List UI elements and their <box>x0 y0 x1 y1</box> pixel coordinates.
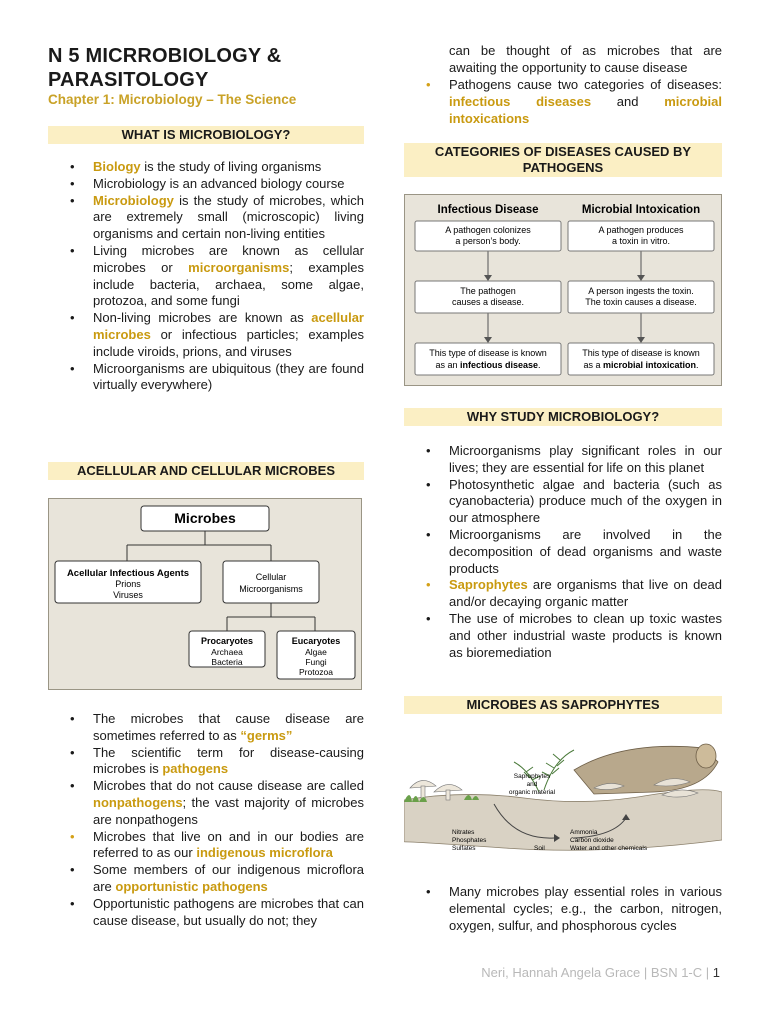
nutrient-label: Sulfates <box>452 845 476 852</box>
flow-box-text: causes a disease. <box>451 297 525 307</box>
footer-author: Neri, Hannah Angela Grace | BSN 1-C | <box>481 965 713 980</box>
list-item: • The scientific term for disease-causing microbes is pathogens <box>48 745 364 779</box>
flow-box-text: This type of disease is known <box>429 348 547 358</box>
saprophyte-list <box>404 884 722 934</box>
list-item: • Saprophytes are organisms that live on dead and/or decaying organic matter <box>404 577 722 611</box>
microbial-intoxication-title: Microbial Intoxication <box>581 204 701 216</box>
section-heading-categories <box>404 143 722 177</box>
flow-box-text: a toxin in vitro. <box>611 236 671 246</box>
list-item: • Pathogens cause two categories of diseases: infectious diseases and microbial intoxications <box>404 77 722 127</box>
list-item: • Microbes that live on and in our bodies are referred to as our indigenous microflora <box>48 829 364 863</box>
list-item: • Living microbes are known as cellular microbes or microorganisms; examples include bacteria, archaea, some algae, protozoa, and some fungi <box>48 243 364 310</box>
cellular-title-2: Microorganisms <box>239 584 303 594</box>
disease-categories-figure <box>404 194 722 386</box>
eucaryotes-item: Protozoa <box>298 667 334 677</box>
soil-label: Soil <box>534 845 545 852</box>
nutrient-label: Nitrates <box>452 829 475 836</box>
sapro-label: organic material <box>508 789 556 796</box>
section-heading-acellular: ACELLULAR AND CELLULAR MICROBES <box>48 462 364 480</box>
acellular-title: Acellular Infectious Agents <box>66 568 190 579</box>
flow-box-text: The toxin causes a disease. <box>585 297 697 307</box>
eucaryotes-title: Eucaryotes <box>291 636 341 646</box>
list-item: • Microbiology is the study of microbes, which are extremely small (microscopic) living organisms and certain non-living entities <box>48 193 364 243</box>
why-study-list <box>404 443 722 661</box>
list-item: • Many microbes play essential roles in various elemental cycles; e.g., the carbon, nitrogen, oxygen, sulfur, and phosphorous cycles <box>404 884 722 934</box>
disease-flow-diagram <box>405 195 721 385</box>
section-heading-saprophytes: MICROBES AS SAPROPHYTES <box>404 696 722 714</box>
list-item: • Microorganisms are ubiquitous (they are found virtually everywhere) <box>48 361 364 395</box>
section-heading-what-is: WHAT IS MICROBIOLOGY? <box>48 126 364 144</box>
chapter-subtitle: Chapter 1: Microbiology – The Science <box>48 92 297 107</box>
procaryotes-title: Procaryotes <box>200 636 254 646</box>
list-item: • Some members of our indigenous microflora are opportunistic pathogens <box>48 862 364 896</box>
cellular-title: Cellular <box>255 572 287 582</box>
list-item: • Non-living microbes are known as acellular microbes or infectious particles; examples include viroids, prions, and viruses <box>48 310 364 360</box>
microbes-classification-figure <box>48 498 362 690</box>
acellular-item: Viruses <box>113 590 143 600</box>
procaryotes-item: Bacteria <box>211 657 243 667</box>
list-item: • Microbiology is an advanced biology course <box>48 176 364 193</box>
flow-box-text: The pathogen <box>460 286 516 296</box>
sapro-label: and <box>526 781 538 788</box>
infectious-disease-title: Infectious Disease <box>437 204 539 216</box>
pathogen-list <box>48 711 364 929</box>
page-number: 1 <box>712 965 720 980</box>
section-heading-why-study: WHY STUDY MICROBIOLOGY? <box>404 408 722 426</box>
procaryotes-item: Archaea <box>211 647 243 657</box>
nutrient-label: Phosphates <box>452 837 487 844</box>
microbes-tree-diagram <box>49 499 361 689</box>
what-is-list <box>48 159 364 394</box>
product-label: Ammonia <box>570 829 598 836</box>
saprophytes-illustration <box>404 730 722 868</box>
pathogen-categories-list <box>404 77 722 127</box>
decomposition-scene <box>404 730 722 868</box>
acellular-item: Prions <box>115 579 141 589</box>
list-item: • Opportunistic pathogens are microbes that can cause disease, but usually do not; they <box>48 896 364 930</box>
list-item: • The microbes that cause disease are sometimes referred to as “germs” <box>48 711 364 745</box>
product-label: Water and other chemicals <box>570 845 648 852</box>
continuation-text: can be thought of as microbes that are awaiting the opportunity to cause disease <box>449 43 722 75</box>
list-item: • Biology is the study of living organisms <box>48 159 364 176</box>
flow-box-text: a person’s body. <box>455 236 521 246</box>
flow-box-text: as a microbial intoxication. <box>583 360 699 370</box>
eucaryotes-item: Fungi <box>305 657 327 667</box>
heading-line: CATEGORIES OF DISEASES CAUSED BY <box>434 144 692 159</box>
flow-box-text: This type of disease is known <box>582 348 700 358</box>
list-item: • Photosynthetic algae and bacteria (such as cyanobacteria) produce much of the oxygen in our atmosphere <box>404 477 722 527</box>
microbes-root-label: Microbes <box>174 510 236 526</box>
list-item: • Microorganisms are involved in the decomposition of dead organisms and waste products <box>404 527 722 577</box>
flow-box-text: as an infectious disease. <box>435 360 541 370</box>
list-item: • Microbes that do not cause disease are called nonpathogens; the vast majority of microbes are nonpathogens <box>48 778 364 828</box>
sapro-label: Saprophytes <box>513 773 551 780</box>
eucaryotes-item: Algae <box>305 647 327 657</box>
flow-box-text: A pathogen colonizes <box>445 225 531 235</box>
list-item: • Microorganisms play significant roles in our lives; they are essential for life on this planet <box>404 443 722 477</box>
page-title: N 5 MICRROBIOLOGY & PARASITOLOGY <box>48 45 282 91</box>
flow-box-text: A pathogen produces <box>598 225 684 235</box>
flow-box-text: A person ingests the toxin. <box>588 286 694 296</box>
list-item: • The use of microbes to clean up toxic wastes and other industrial waste products is known as bioremediation <box>404 611 722 661</box>
product-label: Carbon dioxide <box>570 837 614 844</box>
page-footer <box>481 965 720 980</box>
heading-line: PATHOGENS <box>522 160 604 175</box>
